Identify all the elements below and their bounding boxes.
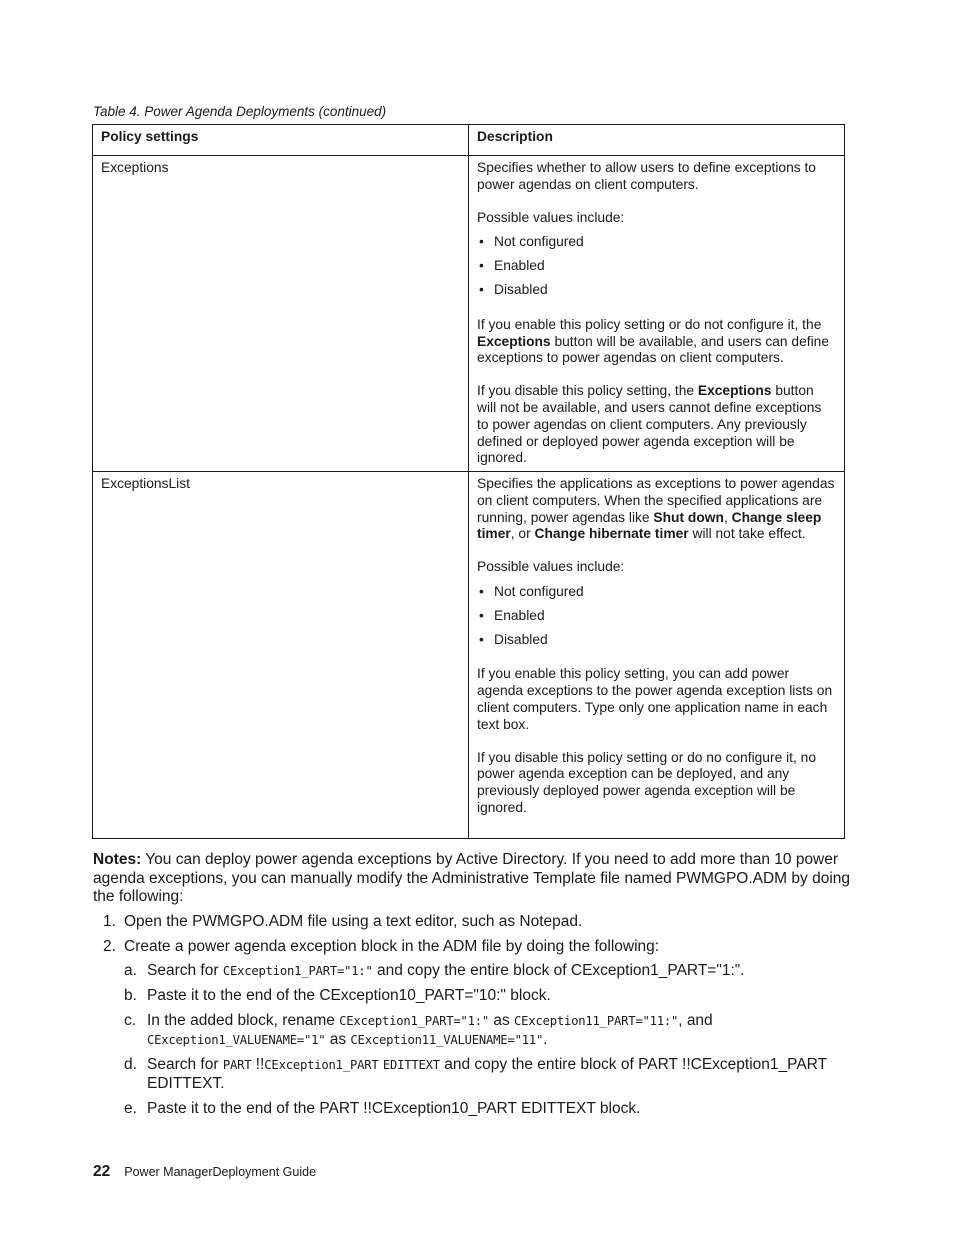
footer-title: Power ManagerDeployment Guide <box>124 1165 317 1179</box>
table-row <box>93 472 845 839</box>
step-item <box>93 913 853 932</box>
list-item: • Not configured <box>477 234 836 251</box>
description-intro: Specifies the applications as exceptions to power agendas on client computers. When the specified applications are running, power agendas like Shut down, Change sleep timer, or Change hibernate timer will not take effect. <box>477 476 835 542</box>
code-text: CException11_PART="11:" <box>514 1014 679 1029</box>
substep-item: c. In the added block, rename CException1_PART="1:" as CException11_PART="11:", and CException1_VALUENAME="1" as CException11_VALUENAME="11". <box>124 1012 713 1048</box>
code-text: CException1_PART <box>264 1058 379 1073</box>
list-item: • Enabled <box>477 258 836 275</box>
values-list <box>477 234 836 298</box>
possible-values-label: Possible values include: <box>477 559 625 575</box>
substeps-list <box>124 962 853 1118</box>
table-row <box>93 156 845 472</box>
setting-description <box>469 472 845 839</box>
step-item <box>93 938 853 1119</box>
code-text: CException1_PART="1:" <box>339 1014 490 1029</box>
header-policy-settings: Policy settings <box>93 125 469 156</box>
notes-label: Notes: <box>93 851 142 868</box>
code-text: EDITTEXT <box>382 1058 440 1073</box>
step-text: Create a power agenda exception block in the ADM file by doing the following: <box>124 937 660 955</box>
code-text: CException1_PART="1:" <box>222 964 373 979</box>
notes-text: You can deploy power agenda exceptions by Active Directory. If you need to add more than 10 power agenda exceptions, you can manually modify the Administrative Template file named PWMGPO.ADM by doing the following: <box>93 851 851 906</box>
list-item: • Disabled <box>477 282 836 299</box>
table-header-row <box>93 125 845 156</box>
step-number: 2. <box>103 937 116 955</box>
page-footer <box>93 1163 316 1181</box>
substep-item: e. Paste it to the end of the PART !!CException10_PART EDITTEXT block. <box>124 1099 641 1117</box>
setting-name: ExceptionsList <box>93 472 469 839</box>
description-intro: Specifies whether to allow users to define exceptions to power agendas on client computers. <box>477 160 816 192</box>
enable-paragraph: If you enable this policy setting, you can add power agenda exceptions to the power agenda exception lists on client computers. Type only one application name in each text box. <box>477 666 833 732</box>
substep-item: a. Search for CException1_PART="1:" and copy the entire block of CException1_PART="1:". <box>124 962 745 980</box>
setting-name: Exceptions <box>93 156 469 472</box>
notes-paragraph <box>93 851 853 907</box>
substep-item: d. Search for PART !!CException1_PART EDITTEXT and copy the entire block of PART !!CException1_PART EDITTEXT. <box>124 1056 827 1092</box>
header-description: Description <box>469 125 845 156</box>
code-text: PART <box>222 1058 252 1073</box>
step-number: 1. <box>103 913 116 930</box>
disable-paragraph: If you disable this policy setting, the Exceptions button will not be available, and users cannot define exceptions to power agendas on client computers. Any previously defined or deployed power agenda exception will be ignored. <box>477 383 822 466</box>
step-text: Open the PWMGPO.ADM file using a text editor, such as Notepad. <box>124 913 583 930</box>
policy-table <box>92 124 845 839</box>
list-item: • Not configured <box>477 584 836 601</box>
substep-item: b. Paste it to the end of the CException10_PART="10:" block. <box>124 987 551 1005</box>
disable-paragraph: If you disable this policy setting or do no configure it, no power agenda exception can be deployed, and any previously deployed power agenda exception will be ignored. <box>477 749 816 815</box>
values-list <box>477 584 836 648</box>
list-item: • Enabled <box>477 608 836 625</box>
table-caption: Table 4. Power Agenda Deployments (continued) <box>93 104 387 119</box>
code-text: CException11_VALUENAME="11" <box>350 1032 544 1047</box>
enable-paragraph: If you enable this policy setting or do not configure it, the Exceptions button will be available, and users can define exceptions to power agendas on client computers. <box>477 316 830 366</box>
possible-values-label: Possible values include: <box>477 209 625 225</box>
page-number: 22 <box>93 1163 111 1180</box>
list-item: • Disabled <box>477 632 836 649</box>
setting-description <box>469 156 845 472</box>
steps-list <box>93 913 853 1125</box>
code-text: CException1_VALUENAME="1" <box>147 1032 326 1047</box>
